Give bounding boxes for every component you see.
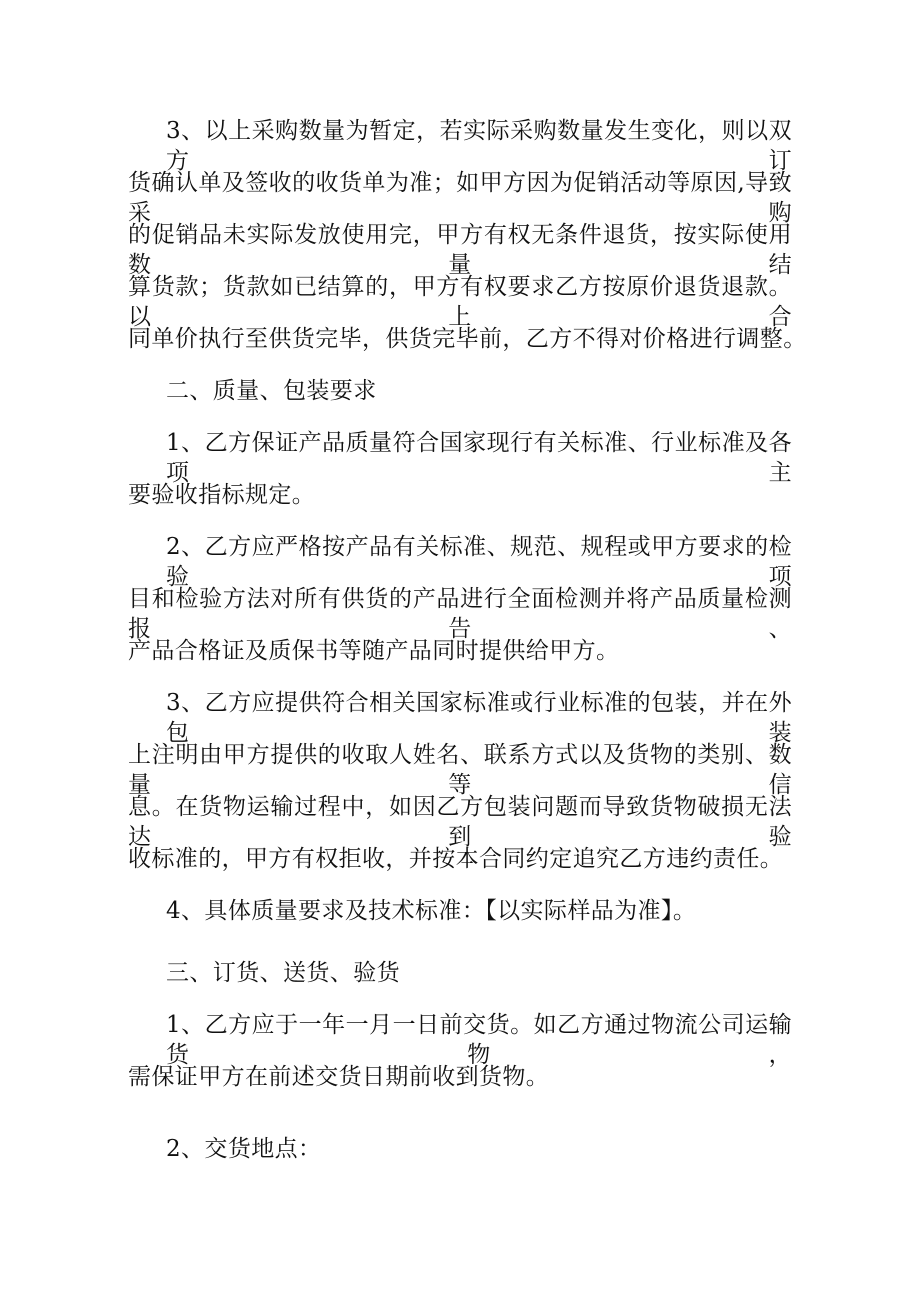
text-line: 3、以上采购数量为暂定，若实际采购数量发生变化，则以双方订	[166, 118, 792, 174]
text-line: 要验收指标规定。	[128, 482, 316, 508]
section-heading: 三、订货、送货、验货	[166, 960, 400, 986]
text-line: 息。在货物运输过程中，如因乙方包装问题而导致货物破损无法达到验	[128, 794, 792, 850]
text-line: 收标准的，甲方有权拒收，并按本合同约定追究乙方违约责任。	[128, 846, 784, 872]
text-line: 需保证甲方在前述交货日期前收到货物。	[128, 1064, 550, 1090]
text-line: 目和检验方法对所有供货的产品进行全面检测并将产品质量检测报告、	[128, 586, 792, 642]
section-heading: 二、质量、包装要求	[166, 378, 377, 404]
text-line: 3、乙方应提供符合相关国家标准或行业标准的包装，并在外包装	[166, 690, 792, 746]
text-line: 算货款；货款如已结算的，甲方有权要求乙方按原价退货退款。以上合	[128, 274, 792, 330]
text-line: 同单价执行至供货完毕，供货完毕前，乙方不得对价格进行调整。	[128, 326, 807, 352]
text-line: 上注明由甲方提供的收取人姓名、联系方式以及货物的类别、数量等信	[128, 742, 792, 798]
text-line: 2、乙方应严格按产品有关标准、规范、规程或甲方要求的检验项	[166, 534, 792, 590]
text-line: 1、乙方应于一年一月一日前交货。如乙方通过物流公司运输货物，	[166, 1012, 792, 1068]
text-line: 2、交货地点：	[166, 1136, 322, 1162]
text-line: 1、乙方保证产品质量符合国家现行有关标准、行业标准及各项主	[166, 430, 792, 486]
text-line: 4、具体质量要求及技术标准：【以实际样品为准】。	[166, 898, 697, 924]
text-line: 的促销品未实际发放使用完，甲方有权无条件退货，按实际使用数量结	[128, 222, 792, 278]
text-line: 货确认单及签收的收货单为准；如甲方因为促销活动等原因,导致采购	[128, 170, 792, 226]
text-line: 产品合格证及质保书等随产品同时提供给甲方。	[128, 638, 620, 664]
